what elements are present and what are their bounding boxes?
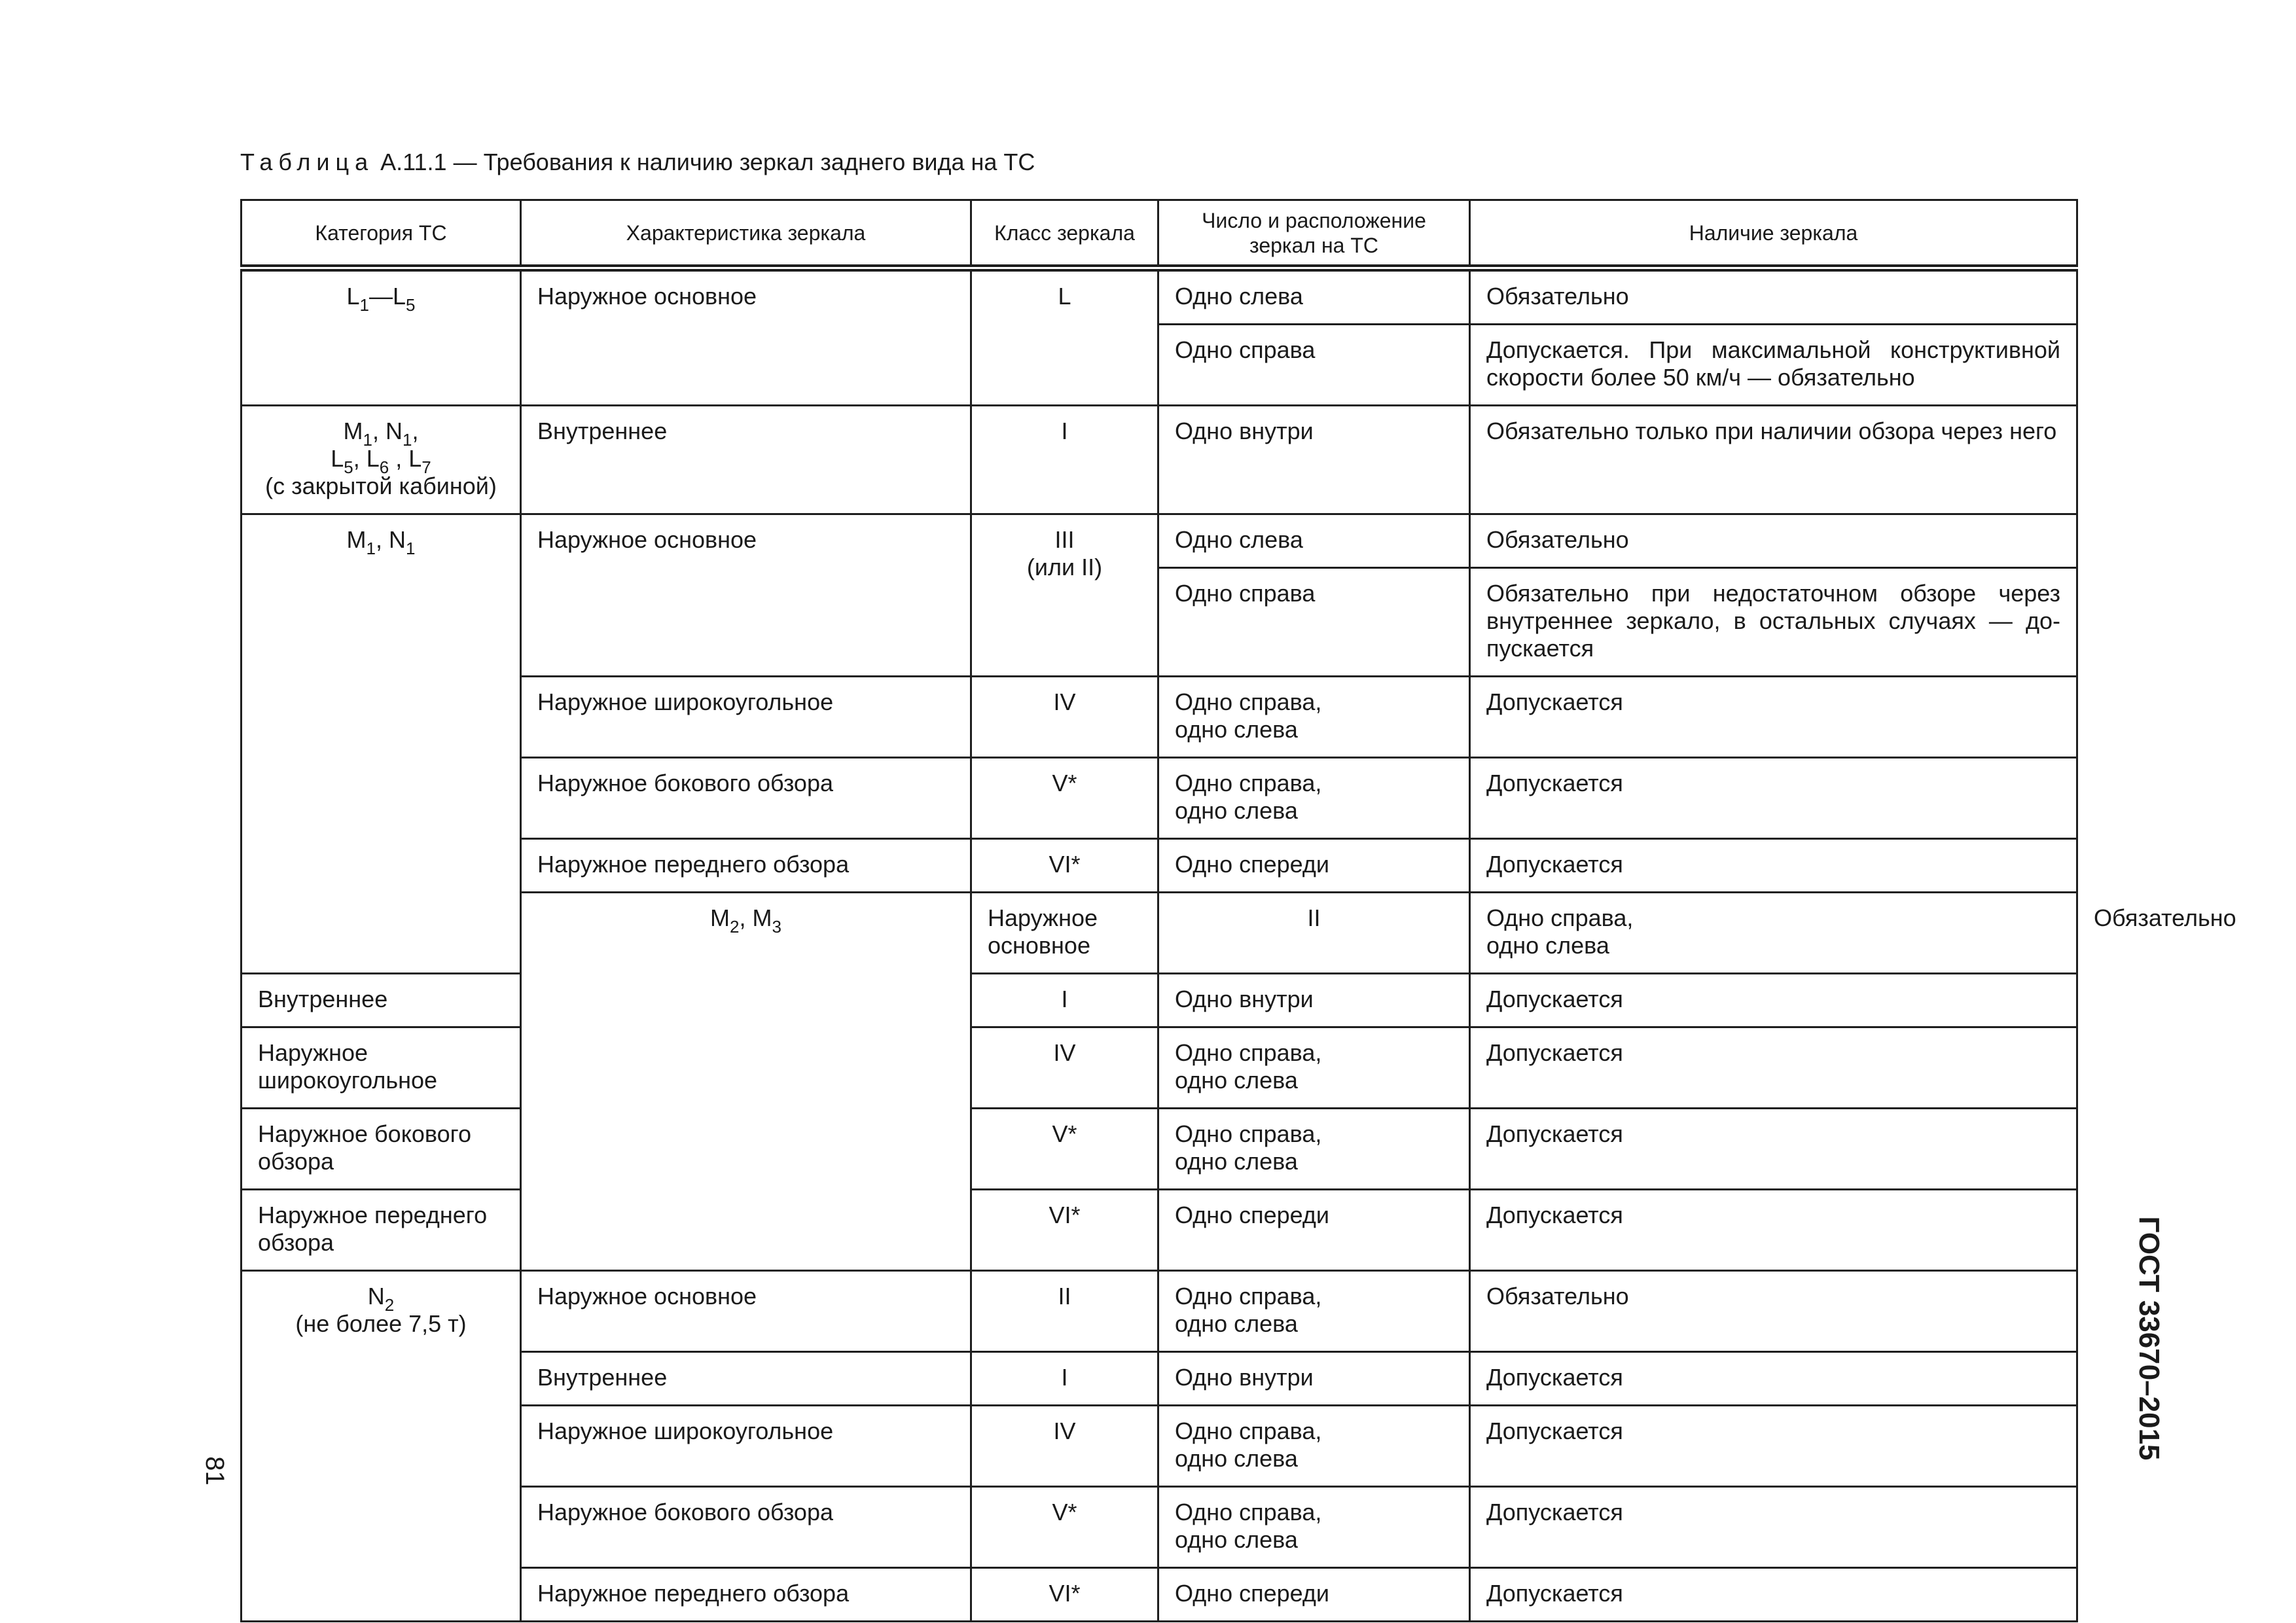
position-line1: Одно справа, [1175, 1499, 1322, 1525]
presence-cell: Допускается [1470, 839, 2077, 893]
presence-cell: Допускается [1470, 677, 2077, 758]
class-cell [971, 514, 1158, 677]
presence-cell: Обязательно при недостаточном обзоре через внутреннее зеркало, в остальных случаях — до-пускается [1470, 568, 2077, 677]
position-line1: Одно справа, [1175, 770, 1322, 796]
category-cell-n2 [242, 1271, 521, 1622]
characteristic-cell: Наружное основное [971, 893, 1158, 974]
class-cell: VI* [971, 839, 1158, 893]
header-position-line2: зеркал на ТС [1249, 233, 1378, 257]
header-position [1158, 200, 1470, 268]
characteristic-cell: Наружное широкоугольное [242, 1027, 521, 1109]
characteristic-cell: Внутреннее [242, 974, 521, 1027]
class-cell: IV [971, 677, 1158, 758]
position-line2: одно слева [1175, 797, 1298, 824]
table-row [242, 1190, 2077, 1271]
category-symbol: L [331, 445, 344, 472]
category-cell-m2-m3 [521, 893, 971, 1271]
table-caption-text: А.11.1 — Требования к наличию зеркал заднего вида на ТС [380, 149, 1035, 175]
position-cell: Одно спереди [1158, 1568, 1470, 1622]
presence-cell: Допускается [1470, 1352, 2077, 1406]
table-row [242, 514, 2077, 568]
category-note: (с закрытой кабиной) [265, 473, 497, 499]
presence-cell: Допускается [1470, 1406, 2077, 1487]
characteristic-cell: Наружное бокового обзора [521, 1487, 971, 1568]
characteristic-cell: Наружное основное [521, 268, 971, 406]
position-cell: Одно внутри [1158, 1352, 1470, 1406]
characteristic-cell: Наружное бокового обзора [242, 1109, 521, 1190]
characteristic-cell: Наружное переднего обзора [242, 1190, 521, 1271]
position-cell [1158, 1271, 1470, 1352]
header-position-line1: Число и расположение [1202, 208, 1426, 232]
table-header-row [242, 200, 2077, 268]
position-cell [1158, 1406, 1470, 1487]
table-caption-label: Таблица [240, 149, 374, 175]
characteristic-cell: Наружное широкоугольное [521, 677, 971, 758]
class-cell: IV [971, 1406, 1158, 1487]
category-subscript: 2 [730, 917, 740, 936]
position-cell [1158, 1109, 1470, 1190]
position-cell [1158, 677, 1470, 758]
position-cell [1158, 1027, 1470, 1109]
category-separator: , [353, 445, 367, 472]
presence-cell: Допускается. При максимальной конструктивной скорости более 50 км/ч — обязательно [1470, 325, 2077, 406]
category-symbol: M [752, 904, 772, 931]
class-cell: VI* [971, 1568, 1158, 1622]
category-subscript: 5 [406, 295, 416, 315]
class-cell: I [971, 974, 1158, 1027]
presence-cell: Обязательно [1470, 1271, 2077, 1352]
class-cell: II [971, 1271, 1158, 1352]
category-line [258, 418, 504, 450]
category-symbol: M [343, 418, 363, 444]
category-note: (не более 7,5 т) [295, 1310, 467, 1337]
characteristic-cell: Наружное широкоугольное [521, 1406, 971, 1487]
category-cell-m1-n1 [242, 514, 521, 974]
category-symbol: L [393, 283, 406, 310]
category-separator: , [412, 418, 419, 444]
presence-cell: Допускается [1470, 1109, 2077, 1190]
category-symbol: L [366, 445, 380, 472]
category-dash: — [369, 283, 393, 310]
characteristic-cell: Наружное переднего обзора [521, 1568, 971, 1622]
position-line2: одно слева [1175, 1526, 1298, 1553]
presence-cell: Обязательно [1470, 514, 2077, 568]
position-line2: одно слева [1175, 716, 1298, 743]
position-line1: Одно справа, [1175, 1039, 1322, 1066]
table-row: $M_2$, $M_3$ Наружное основное II Одно справа, одно слева Обязательно [242, 893, 2077, 974]
presence-cell: Допускается [1470, 1487, 2077, 1568]
table-row [242, 1027, 2077, 1109]
category-symbol: M [346, 526, 367, 553]
class-cell: I [971, 1352, 1158, 1406]
class-line2: (или II) [1026, 554, 1103, 580]
position-line2: одно слева [1486, 932, 1609, 959]
category-subscript: 5 [344, 457, 353, 477]
page-number: 81 [200, 1456, 229, 1486]
table-row [242, 1271, 2077, 1352]
category-separator: , [739, 904, 753, 931]
characteristic-cell: Наружное основное [521, 514, 971, 677]
presence-cell: Допускается [1470, 758, 2077, 839]
characteristic-cell: Наружное бокового обзора [521, 758, 971, 839]
class-cell: II [1158, 893, 1470, 974]
category-separator: , [372, 418, 386, 444]
position-line1: Одно справа, [1175, 688, 1322, 715]
characteristic-cell: Внутреннее [521, 1352, 971, 1406]
category-subscript: 2 [384, 1295, 395, 1315]
position-cell: Одно спереди [1158, 1190, 1470, 1271]
document-code: ГОСТ 33670–2015 [2133, 1216, 2165, 1461]
position-cell: Одно слева [1158, 268, 1470, 325]
position-cell [1470, 893, 2077, 974]
presence-cell: Допускается [1470, 1027, 2077, 1109]
header-category: Категория ТС [242, 200, 521, 268]
category-subscript: 7 [422, 457, 431, 477]
category-symbol: N [386, 418, 403, 444]
position-cell: Одно справа [1158, 568, 1470, 677]
category-separator: , [375, 526, 389, 553]
table-row [242, 268, 2077, 325]
characteristic-cell: Наружное основное [521, 1271, 971, 1352]
category-subscript: 3 [772, 917, 781, 936]
position-cell: Одно внутри [1158, 406, 1470, 514]
characteristic-cell: Внутреннее [521, 406, 971, 514]
position-cell: Одно справа [1158, 325, 1470, 406]
position-cell: Одно спереди [1158, 839, 1470, 893]
position-line1: Одно справа, [1175, 1418, 1322, 1444]
position-line1: Одно справа, [1175, 1120, 1322, 1147]
category-line [258, 1283, 504, 1315]
class-cell: IV [971, 1027, 1158, 1109]
position-line2: одно слева [1175, 1148, 1298, 1175]
position-line2: одно слева [1175, 1445, 1298, 1472]
class-cell: VI* [971, 1190, 1158, 1271]
presence-cell: Обязательно [1470, 268, 2077, 325]
category-cell-m1-n1-l5-l7 [242, 406, 521, 514]
presence-cell: Допускается [1470, 1568, 2077, 1622]
table-row [242, 406, 2077, 514]
presence-cell: Обязательно только при наличии обзора через него [1470, 406, 2077, 514]
category-separator: , [389, 445, 409, 472]
table-row [242, 974, 2077, 1027]
category-line [258, 445, 504, 477]
position-cell: Одно слева [1158, 514, 1470, 568]
category-subscript: 6 [379, 457, 389, 477]
header-presence: Наличие зеркала [1470, 200, 2077, 268]
position-line2: одно слева [1175, 1310, 1298, 1337]
position-line1: Одно справа, [1486, 904, 1634, 931]
characteristic-cell: Наружное переднего обзора [521, 839, 971, 893]
category-subscript: 1 [406, 539, 416, 558]
position-cell: Одно внутри [1158, 974, 1470, 1027]
category-symbol: M [710, 904, 730, 931]
position-line2: одно слева [1175, 1067, 1298, 1094]
position-cell [1158, 1487, 1470, 1568]
category-subscript: 1 [363, 430, 372, 450]
class-line1: III [1054, 526, 1075, 553]
class-cell: I [971, 406, 1158, 514]
category-symbol: N [367, 1283, 385, 1310]
category-symbol: L [346, 283, 360, 310]
table-caption [240, 148, 1035, 177]
class-cell: V* [971, 758, 1158, 839]
position-cell [1158, 758, 1470, 839]
presence-cell: Допускается [1470, 1190, 2077, 1271]
header-class: Класс зеркала [971, 200, 1158, 268]
header-characteristic: Характеристика зеркала [521, 200, 971, 268]
category-symbol: N [389, 526, 406, 553]
class-cell: V* [971, 1109, 1158, 1190]
class-cell: V* [971, 1487, 1158, 1568]
position-line1: Одно справа, [1175, 1283, 1322, 1310]
category-symbol: L [408, 445, 422, 472]
category-subscript: 1 [359, 295, 369, 315]
category-cell-l1-l5 [242, 268, 521, 406]
class-cell: L [971, 268, 1158, 406]
presence-cell: Допускается [1470, 974, 2077, 1027]
category-subscript: 1 [366, 539, 376, 558]
category-subscript: 1 [403, 430, 412, 450]
table-row [242, 1109, 2077, 1190]
